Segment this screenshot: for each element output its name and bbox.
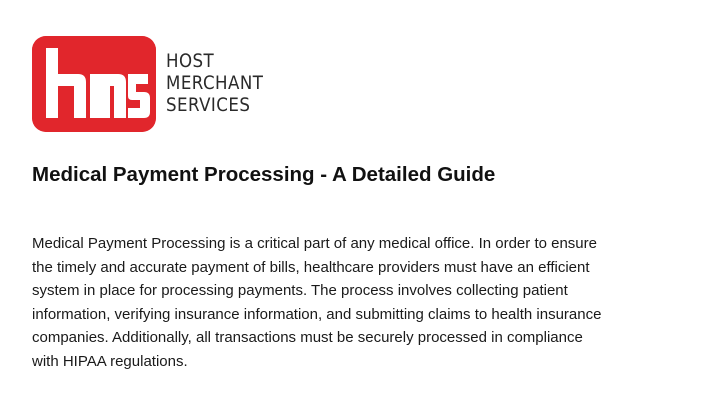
page-title: Medical Payment Processing - A Detailed Guide — [32, 163, 496, 186]
logo-wordmark — [166, 51, 263, 117]
logo-line-services: SERVICES — [166, 95, 251, 116]
company-logo — [32, 36, 274, 132]
body-line: the timely and accurate payment of bills, healthcare providers must have an efficient — [32, 258, 590, 276]
body-line: system in place for processing payments. The process involves collecting patient — [32, 282, 568, 299]
logo-line-host: HOST — [166, 51, 215, 72]
body-line: companies. Additionally, all transactions must be securely processed in compliance — [32, 329, 583, 346]
body-line: with HIPAA regulations. — [32, 352, 188, 370]
article-body — [32, 232, 692, 373]
hms-logo-icon — [32, 36, 156, 132]
body-line: Medical Payment Processing is a critical part of any medical office. In order to ensure — [32, 235, 597, 252]
body-line: information, verifying insurance information, and submitting claims to health insurance — [32, 305, 602, 323]
logo-line-merchant: MERCHANT — [166, 73, 264, 94]
